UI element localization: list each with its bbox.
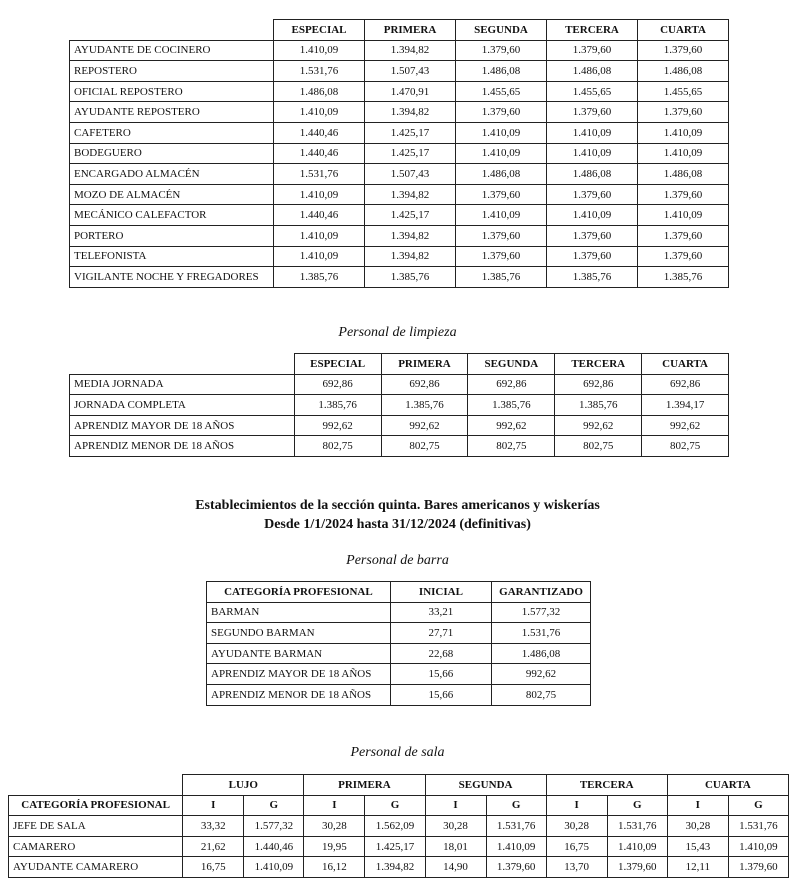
table-row (70, 61, 729, 82)
header-blank-cell (70, 20, 274, 41)
column-header: GARANTIZADO (492, 582, 591, 603)
cell-value: 30,28 (667, 816, 728, 837)
column-header: CUARTA (642, 354, 729, 375)
cell-value: 1.379,60 (638, 225, 729, 246)
cell-value: 1.379,60 (638, 246, 729, 267)
cell-value: 1.486,08 (638, 61, 729, 82)
cell-value: 1.410,09 (607, 836, 667, 857)
cell-value: 692,86 (468, 374, 555, 395)
cell-value: 1.507,43 (365, 164, 456, 185)
table-caption-sala: Personal de sala (350, 745, 445, 760)
row-label: JEFE DE SALA (9, 816, 183, 837)
cell-value: 802,75 (381, 436, 468, 457)
table-row (70, 374, 729, 395)
table-row (70, 415, 729, 436)
table-row (207, 684, 591, 705)
header-blank-cell (9, 775, 183, 796)
cell-value: 15,43 (667, 836, 728, 857)
cell-value: 1.486,08 (456, 164, 547, 185)
group-header: CUARTA (667, 775, 788, 796)
cell-value: 16,12 (304, 857, 365, 878)
row-label: AYUDANTE BARMAN (207, 643, 391, 664)
table-row (207, 602, 591, 623)
table-row (70, 395, 729, 416)
cell-value: 30,28 (546, 816, 607, 837)
cell-value: 33,21 (390, 602, 491, 623)
cell-value: 15,66 (390, 664, 491, 685)
table-body (70, 40, 729, 287)
cell-value: 1.394,82 (365, 40, 456, 61)
row-label: APRENDIZ MAYOR DE 18 AÑOS (70, 415, 295, 436)
section-title (0, 496, 795, 534)
cell-value: 22,68 (390, 643, 491, 664)
header-blank-cell (70, 354, 295, 375)
cell-value: 802,75 (642, 436, 729, 457)
cell-value: 692,86 (555, 374, 642, 395)
table-row (70, 164, 729, 185)
cell-value: 1.531,76 (607, 816, 667, 837)
cell-value: 1.379,60 (638, 184, 729, 205)
cell-value: 1.394,82 (365, 225, 456, 246)
cell-value: 30,28 (304, 816, 365, 837)
section-title-line2: Desde 1/1/2024 hasta 31/12/2024 (definitivas) (264, 517, 531, 532)
cell-value: 692,86 (294, 374, 381, 395)
row-label: CAFETERO (70, 122, 274, 143)
table-caption-barra: Personal de barra (346, 553, 449, 568)
column-header: PRIMERA (365, 20, 456, 41)
column-header: CUARTA (638, 20, 729, 41)
row-label: MOZO DE ALMACÉN (70, 184, 274, 205)
cell-value: 1.379,60 (547, 246, 638, 267)
cell-value: 1.531,76 (274, 61, 365, 82)
cell-value: 1.410,09 (638, 143, 729, 164)
cell-value: 1.410,09 (456, 205, 547, 226)
table-row (9, 836, 789, 857)
cell-value: 1.410,09 (638, 205, 729, 226)
cell-value: 992,62 (381, 415, 468, 436)
cell-value: 1.410,09 (274, 225, 365, 246)
table-row (70, 225, 729, 246)
table-row (70, 40, 729, 61)
cell-value: 1.425,17 (365, 143, 456, 164)
row-label: BARMAN (207, 602, 391, 623)
cell-value: 1.379,60 (547, 102, 638, 123)
cell-value: 12,11 (667, 857, 728, 878)
row-label: MEDIA JORNADA (70, 374, 295, 395)
cell-value: 1.440,46 (274, 205, 365, 226)
subheader-i: I (667, 795, 728, 816)
group-header: LUJO (183, 775, 304, 796)
cell-value: 1.385,76 (381, 395, 468, 416)
column-header: INICIAL (390, 582, 491, 603)
cell-value: 1.385,76 (274, 267, 365, 288)
cell-value: 1.410,09 (456, 143, 547, 164)
subheader-g: G (728, 795, 788, 816)
cell-value: 1.379,60 (456, 225, 547, 246)
cell-value: 1.440,46 (244, 836, 304, 857)
cell-value: 992,62 (555, 415, 642, 436)
row-label: MECÁNICO CALEFACTOR (70, 205, 274, 226)
cell-value: 1.385,76 (547, 267, 638, 288)
cell-value: 1.470,91 (365, 81, 456, 102)
table-row (207, 664, 591, 685)
cell-value: 1.379,60 (547, 40, 638, 61)
table-row (70, 246, 729, 267)
cell-value: 1.410,09 (547, 143, 638, 164)
cell-value: 1.440,46 (274, 143, 365, 164)
table-row (70, 122, 729, 143)
cell-value: 1.394,82 (365, 184, 456, 205)
cell-value: 1.379,60 (456, 184, 547, 205)
table-row (9, 816, 789, 837)
cell-value: 692,86 (642, 374, 729, 395)
salary-table-general (69, 19, 729, 288)
cell-value: 1.410,09 (728, 836, 788, 857)
cell-value: 1.486,08 (547, 61, 638, 82)
cell-value: 1.455,65 (547, 81, 638, 102)
table-header-row (70, 20, 729, 41)
cell-value: 1.385,76 (638, 267, 729, 288)
column-header: CATEGORÍA PROFESIONAL (207, 582, 391, 603)
cell-value: 1.410,09 (274, 184, 365, 205)
cell-value: 802,75 (294, 436, 381, 457)
cell-value: 13,70 (546, 857, 607, 878)
cell-value: 1.394,17 (642, 395, 729, 416)
cell-value: 1.379,60 (638, 40, 729, 61)
table-row (70, 184, 729, 205)
table-row (207, 623, 591, 644)
table-row (70, 102, 729, 123)
cell-value: 30,28 (425, 816, 486, 837)
cell-value: 1.425,17 (365, 122, 456, 143)
table-row (70, 436, 729, 457)
cell-value: 15,66 (390, 684, 491, 705)
table-row (70, 143, 729, 164)
cell-value: 1.425,17 (365, 836, 425, 857)
table-header-row (207, 582, 591, 603)
section-title-line1: Establecimientos de la sección quinta. Bares americanos y wiskerías (195, 498, 600, 513)
cell-value: 992,62 (294, 415, 381, 436)
cell-value: 1.385,76 (365, 267, 456, 288)
column-header: SEGUNDA (456, 20, 547, 41)
cell-value: 1.394,82 (365, 102, 456, 123)
column-header: ESPECIAL (294, 354, 381, 375)
cell-value: 1.385,76 (456, 267, 547, 288)
table-row (70, 81, 729, 102)
cell-value: 1.379,60 (486, 857, 546, 878)
row-label: ENCARGADO ALMACÉN (70, 164, 274, 185)
cell-value: 1.394,82 (365, 857, 425, 878)
row-label: SEGUNDO BARMAN (207, 623, 391, 644)
table-row (9, 857, 789, 878)
table-header-row (70, 354, 729, 375)
cell-value: 18,01 (425, 836, 486, 857)
row-label: AYUDANTE CAMARERO (9, 857, 183, 878)
salary-table-barra (206, 581, 591, 706)
cell-value: 1.562,09 (365, 816, 425, 837)
cell-value: 1.410,09 (547, 122, 638, 143)
row-label: PORTERO (70, 225, 274, 246)
subheader-i: I (546, 795, 607, 816)
column-header: SEGUNDA (468, 354, 555, 375)
subheader-i: I (425, 795, 486, 816)
cell-value: 1.486,08 (456, 61, 547, 82)
cell-value: 1.379,60 (456, 40, 547, 61)
row-label: OFICIAL REPOSTERO (70, 81, 274, 102)
cell-value: 802,75 (468, 436, 555, 457)
subheader-i: I (304, 795, 365, 816)
cell-value: 1.410,09 (274, 102, 365, 123)
cell-value: 1.486,08 (547, 164, 638, 185)
cell-value: 992,62 (642, 415, 729, 436)
cell-value: 1.486,08 (492, 643, 591, 664)
cell-value: 1.577,32 (492, 602, 591, 623)
cell-value: 1.425,17 (365, 205, 456, 226)
cell-value: 1.531,76 (728, 816, 788, 837)
table-row (207, 643, 591, 664)
table-subheader-row (9, 795, 789, 816)
salary-table-limpieza (69, 353, 729, 457)
cell-value: 1.410,09 (638, 122, 729, 143)
column-header: TERCERA (555, 354, 642, 375)
row-label: BODEGUERO (70, 143, 274, 164)
cell-value: 1.531,76 (274, 164, 365, 185)
cell-value: 33,32 (183, 816, 244, 837)
table-body (9, 816, 789, 878)
cell-value: 1.385,76 (468, 395, 555, 416)
row-label: APRENDIZ MENOR DE 18 AÑOS (207, 684, 391, 705)
cell-value: 14,90 (425, 857, 486, 878)
cell-value: 1.379,60 (547, 225, 638, 246)
table-row (70, 267, 729, 288)
cell-value: 1.455,65 (456, 81, 547, 102)
row-label: VIGILANTE NOCHE Y FREGADORES (70, 267, 274, 288)
subheader-i: I (183, 795, 244, 816)
cell-value: 1.379,60 (728, 857, 788, 878)
cell-value: 1.385,76 (294, 395, 381, 416)
cell-value: 16,75 (546, 836, 607, 857)
cell-value: 1.379,60 (607, 857, 667, 878)
row-label: TELEFONISTA (70, 246, 274, 267)
table-body (70, 374, 729, 456)
cell-value: 27,71 (390, 623, 491, 644)
cell-value: 1.531,76 (486, 816, 546, 837)
cell-value: 1.410,09 (456, 122, 547, 143)
cell-value: 1.379,60 (638, 102, 729, 123)
cell-value: 19,95 (304, 836, 365, 857)
row-label: CAMARERO (9, 836, 183, 857)
subheader-g: G (365, 795, 425, 816)
cell-value: 1.410,09 (274, 40, 365, 61)
cell-value: 1.455,65 (638, 81, 729, 102)
cell-value: 1.379,60 (456, 246, 547, 267)
cell-value: 16,75 (183, 857, 244, 878)
row-label: APRENDIZ MENOR DE 18 AÑOS (70, 436, 295, 457)
cell-value: 1.385,76 (555, 395, 642, 416)
cell-value: 1.486,08 (638, 164, 729, 185)
row-label: APRENDIZ MAYOR DE 18 AÑOS (207, 664, 391, 685)
group-header: TERCERA (546, 775, 667, 796)
table-row (70, 205, 729, 226)
cell-value: 1.410,09 (274, 246, 365, 267)
cell-value: 1.577,32 (244, 816, 304, 837)
cell-value: 992,62 (468, 415, 555, 436)
row-label: REPOSTERO (70, 61, 274, 82)
subheader-g: G (244, 795, 304, 816)
cell-value: 802,75 (492, 684, 591, 705)
cell-value: 21,62 (183, 836, 244, 857)
cell-value: 1.531,76 (492, 623, 591, 644)
cell-value: 992,62 (492, 664, 591, 685)
group-header: SEGUNDA (425, 775, 546, 796)
table-group-header-row (9, 775, 789, 796)
cell-value: 1.394,82 (365, 246, 456, 267)
cell-value: 1.379,60 (456, 102, 547, 123)
column-header: PRIMERA (381, 354, 468, 375)
cell-value: 1.410,09 (244, 857, 304, 878)
cell-value: 1.507,43 (365, 61, 456, 82)
cell-value: 1.486,08 (274, 81, 365, 102)
cell-value: 1.379,60 (547, 184, 638, 205)
row-label: AYUDANTE REPOSTERO (70, 102, 274, 123)
table-body (207, 602, 591, 705)
subheader-g: G (607, 795, 667, 816)
salary-table-sala (8, 774, 789, 878)
row-label: JORNADA COMPLETA (70, 395, 295, 416)
column-header: ESPECIAL (274, 20, 365, 41)
subheader-g: G (486, 795, 546, 816)
cell-value: 1.410,09 (547, 205, 638, 226)
column-header: TERCERA (547, 20, 638, 41)
cell-value: 802,75 (555, 436, 642, 457)
cell-value: 1.410,09 (486, 836, 546, 857)
row-label: AYUDANTE DE COCINERO (70, 40, 274, 61)
cell-value: 1.440,46 (274, 122, 365, 143)
cell-value: 692,86 (381, 374, 468, 395)
table-caption-limpieza: Personal de limpieza (338, 325, 457, 340)
group-header: PRIMERA (304, 775, 425, 796)
column-header: CATEGORÍA PROFESIONAL (9, 795, 183, 816)
